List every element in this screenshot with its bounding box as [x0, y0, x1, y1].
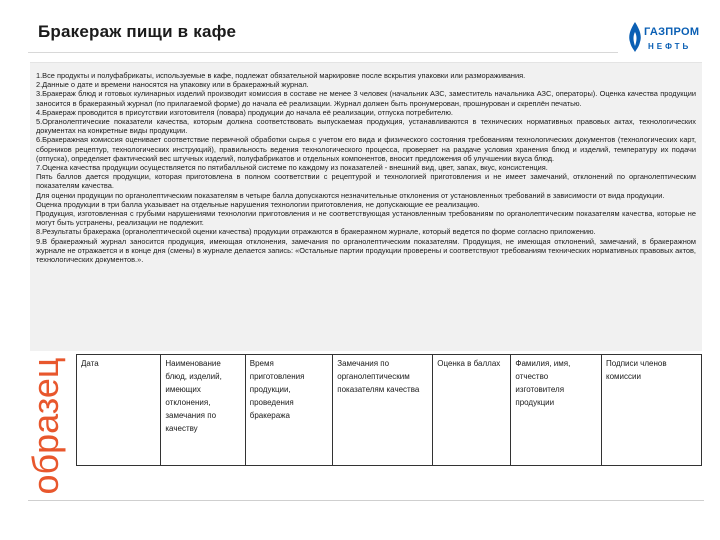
- logo-wordmark: ГАЗПРОМ: [644, 26, 700, 38]
- watermark-text: образец: [25, 357, 66, 495]
- col-time: Время приготовления продукции, проведения бракеража: [245, 355, 333, 466]
- page-title: Бракераж пищи в кафе: [38, 22, 237, 41]
- gazprom-neft-logo: [624, 20, 700, 54]
- journal-table-wrap: [76, 354, 702, 466]
- rule-paragraph: 4.Бракераж проводится в присутствии изготовителя (повара) продукции до начала её реализации, отпуска потребителю.: [36, 107, 453, 117]
- rule-paragraph: 6.Бракеражная комиссия оценивает соответствие первичной обработки сырья с учетом его вида и физического состояния требованиям технологических документов (технологических карт, сборников рецептур, технологических инструкций), правильность ведения технологического процесса, проверяет на раздаче условия хранения блюд и изделий, температуру их подачи (отпуска), определяет фактический вес штучных изделий, полуфабрикатов и отдельных компонентов, вносит предложения об улучшении вкуса блюд.: [36, 135, 696, 163]
- col-dish-name: Наименование блюд, изделий, имеющих отклонения, замечания по качеству: [161, 355, 245, 466]
- col-cook-name: Фамилия, имя, отчество изготовителя продукции: [511, 355, 602, 466]
- rule-paragraph: Продукция, изготовленная с грубыми нарушениями технологии приготовления и не соответствующая установленным требованиям по органолептическим показателям качества, которые не могут быть устранены, реализации не подлежит.: [36, 209, 696, 228]
- rule-paragraph: Для оценки продукции по органолептическим показателям в четыре балла допускаются незначительные отклонения от установленных требований в зависимости от вида продукции.: [36, 190, 665, 200]
- rule-paragraph: Оценка продукции в три балла указывает на отдельные нарушения технологии приготовления, не допускающие ее реализацию.: [36, 199, 480, 209]
- rule-paragraph: Пять баллов дается продукции, которая приготовлена в полном соответствии с рецептурой и технологией приготовления и не имеет замечаний, отклонений по органолептическим показателям качества.: [36, 172, 696, 191]
- rule-paragraph: 1.Все продукты и полуфабрикаты, используемые в кафе, подлежат обязательной маркировке после вскрытия упаковки или размораживания.: [36, 71, 526, 80]
- header-divider: [28, 52, 618, 53]
- footer-divider: [28, 500, 704, 501]
- logo-subtext: НЕФТЬ: [648, 42, 692, 51]
- journal-header-row: [77, 355, 702, 466]
- col-score: Оценка в баллах: [433, 355, 511, 466]
- rule-paragraph: 8.Результаты бракеража (органолептической оценки качества) продукции отражаются в бракеражном журнале, который ведется по форме согласно приложению.: [36, 227, 596, 237]
- rule-paragraph: 9.В бракеражный журнал заносится продукция, имеющая отклонения, замечания по органолептическим показателям. Продукция, не имеющая отклонений, замечаний, в бракеражном журнале не отражается и в конце дня (смены) в журнале делается запись: «Остальные партии продукции проверены и соответствуют требованиям технических нормативных правовых актов, технологических документов.».: [36, 236, 696, 265]
- rule-paragraph: 7.Оценка качества продукции осуществляется по пятибалльной системе по каждому из показателей - внешний вид, цвет, запах, вкус, консистенция.: [36, 163, 548, 173]
- brakerage-journal-table: [76, 354, 702, 466]
- sample-watermark: [18, 356, 74, 496]
- col-signatures: Подписи членов комиссии: [602, 355, 702, 466]
- col-remarks: Замечания по органолептическим показателям качества: [333, 355, 433, 466]
- rule-paragraph: 5.Органолептические показатели качества, которым должна соответствовать выпускаемая продукция, устанавливаются в технических нормативных правовых актах, технологических документах на конкретные виды продукции.: [36, 117, 696, 136]
- rule-paragraph: 3.Бракераж блюд и готовых кулинарных изделий производит комиссия в составе не менее 3 человек (начальник АЗС, заместитель начальника АЗС, операторы). Оценка качества продукции заносится в бракеражный журнал (по прилагаемой форме) до начала её реализации. Журнал должен быть пронумерован, прошнурован и скреплён печатью.: [36, 89, 696, 108]
- rules-text-block: [30, 62, 702, 351]
- col-date: Дата: [77, 355, 161, 466]
- slide-header: [0, 0, 720, 62]
- flame-icon: [624, 20, 646, 54]
- rule-paragraph: 2.Данные о дате и времени наносятся на упаковку или в бракеражный журнал.: [36, 80, 309, 90]
